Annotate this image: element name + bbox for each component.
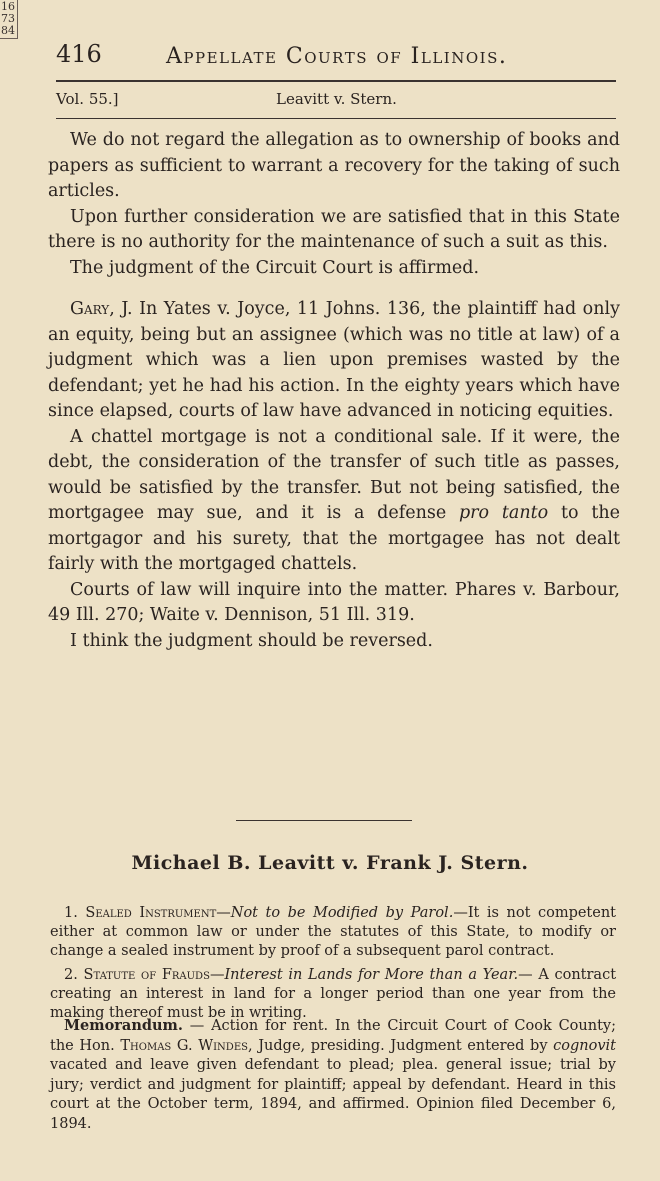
headnote-number: 1. bbox=[64, 905, 78, 921]
section-divider bbox=[236, 820, 412, 821]
headnote-text: A contract creating an interest in land for a longer period than one year from the making thereof must be in writing. bbox=[50, 967, 617, 1021]
memorandum-text: — Action for rent. In the Circuit Court of Cook County; the Hon. bbox=[50, 1018, 616, 1054]
sub-header-rule bbox=[56, 118, 616, 119]
opinion-body bbox=[48, 128, 620, 654]
trial-judge-name: Thomas G. Windes bbox=[120, 1037, 248, 1054]
dissent-paragraph: I think the judgment should be reversed. bbox=[70, 630, 433, 651]
case-short-title: Leavitt v. Stern. bbox=[276, 90, 397, 108]
memorandum-text: , Judge, presiding. Judgment entered by bbox=[247, 1037, 548, 1054]
dissent-text: to the mortgagor and his surety, that the mortgagee has not dealt fairly with the mortgaged chattels. bbox=[48, 503, 620, 574]
running-title: Appellate Courts of Illinois. bbox=[166, 44, 508, 69]
opinion-paragraph: Upon further consideration we are satisfied that in this State there is no authority for the maintenance of such a suit as this. bbox=[48, 206, 620, 252]
margin-number: 84 bbox=[1, 24, 15, 37]
memorandum bbox=[50, 1016, 616, 1134]
dissent-judge: Gary, J. bbox=[70, 299, 133, 319]
headnote-topic: Sealed Instrument bbox=[85, 905, 217, 921]
margin-number: 73 bbox=[1, 12, 15, 25]
headnote: 2. Statute of Frauds—Interest in Lands for More than a Year.— A contract creating an interest in land for a longer period than one year from the making thereof must be in writing. bbox=[50, 967, 617, 1021]
page-number: 416 bbox=[56, 40, 102, 68]
headnotes bbox=[50, 904, 616, 1028]
dissent-text: In Yates v. Joyce, 11 Johns. 136, the plaintiff had only an equity, being but an assignee (which was no title at law) of a judgment which was a lien upon premises wasted by the defendant; yet he had his action. In the eighty years which have since elapsed, courts of law have advanced in noticing equities. bbox=[48, 299, 620, 421]
margin-reference-numbers bbox=[0, 0, 18, 39]
volume-label: Vol. 55.] bbox=[56, 90, 119, 108]
dissent-text: A chattel mortgage is not a conditional sale. If it were, the debt, the consideration of the transfer of such title as passes, would be satisfied by the transfer. But not being satisfied, the mortgagee may sue, and it is a defense bbox=[48, 426, 620, 523]
headnote-topic: Statute of Frauds bbox=[83, 967, 210, 983]
memorandum-text: vacated and leave given defendant to plead; plea. general issue; trial by jury; verdict and judgment for plaintiff; appeal by defendant. Heard in this court at the October term, 1894, and affirmed. Opinion filed December 6, 1894. bbox=[50, 1057, 616, 1132]
headnote: 1. Sealed Instrument—Not to be Modified by Parol.—It is not competent either at common law or under the statutes of this State, to modify or change a sealed instrument by proof of a subsequent parol contract. bbox=[50, 905, 617, 959]
latin-term: cognovit bbox=[553, 1037, 617, 1054]
case-title: Michael B. Leavitt v. Frank J. Stern. bbox=[131, 852, 529, 874]
dissent-paragraph bbox=[48, 297, 620, 425]
latin-term: pro tanto bbox=[458, 503, 549, 523]
memorandum-lead: Memorandum. bbox=[64, 1017, 183, 1034]
opinion-paragraph: We do not regard the allegation as to ownership of books and papers as sufficient to warrant a recovery for the taking of such articles. bbox=[48, 130, 620, 201]
dissent-paragraph bbox=[48, 425, 620, 578]
memorandum-paragraph bbox=[50, 1016, 616, 1134]
headnote-text: It is not competent either at common law or under the statutes of this State, to modify or change a sealed instrument by proof of a subsequent parol contract. bbox=[50, 905, 617, 959]
header-rule bbox=[56, 80, 616, 82]
headnote-subtopic: Not to be Modified by Parol. bbox=[230, 905, 454, 921]
dissent-paragraph: Courts of law will inquire into the matter. Phares v. Barbour, 49 Ill. 270; Waite v. Dennison, 51 Ill. 319. bbox=[48, 579, 620, 625]
headnote-subtopic: Interest in Lands for More than a Year. bbox=[224, 967, 519, 983]
opinion-paragraph: The judgment of the Circuit Court is affirmed. bbox=[70, 257, 480, 278]
headnote-number: 2. bbox=[64, 967, 78, 983]
margin-number: 16 bbox=[1, 0, 15, 13]
